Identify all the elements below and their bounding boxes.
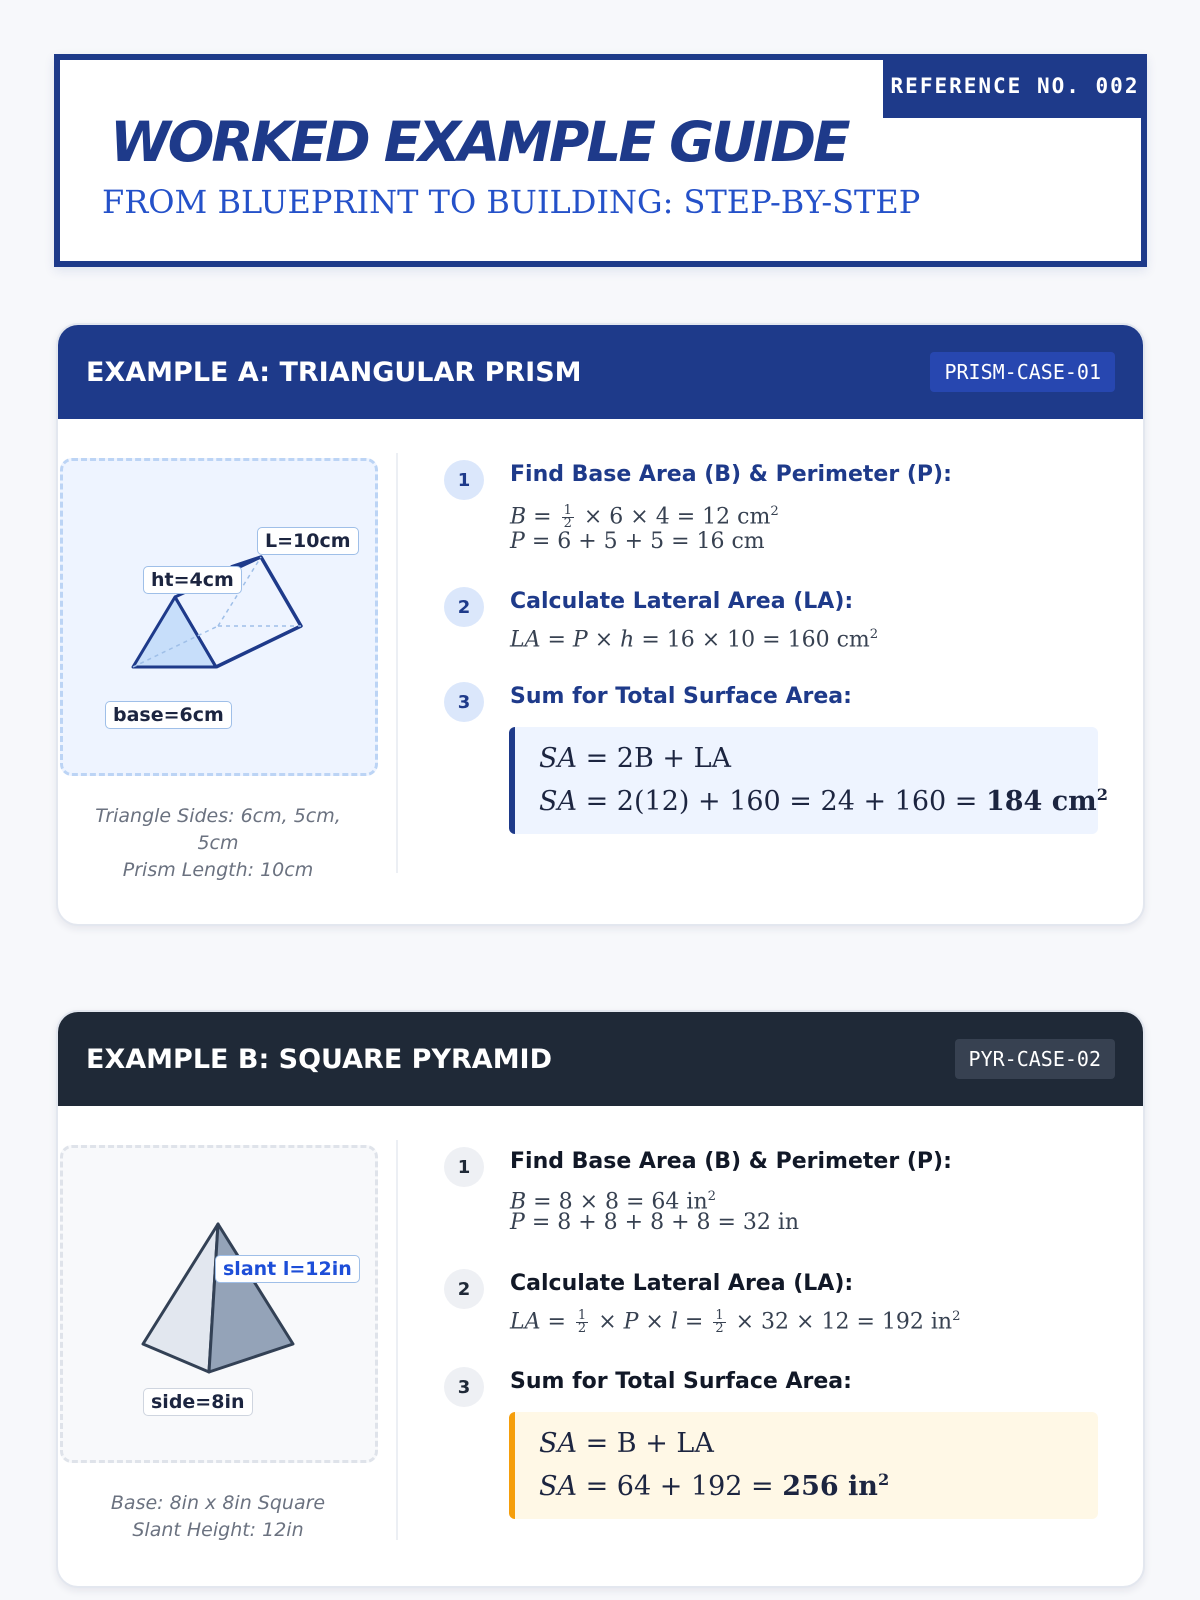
pyramid-step-3 (444, 1367, 1124, 1407)
prism-step-2 (444, 587, 1124, 657)
step-number: 3 (444, 682, 484, 722)
sa-calculation: SA = 2(12) + 160 = 24 + 160 = 184 $cm^2$ (539, 785, 1109, 817)
example-a-card (56, 323, 1145, 926)
base-area-equation: B = $\frac{1}{2}$ × 6 × 4 = 12 $cm^2$ (510, 502, 779, 531)
pyramid-caption (78, 1490, 358, 1544)
prism-length-label: L=10cm (257, 527, 359, 555)
prism-caption (78, 803, 358, 884)
prism-base-label: base=6cm (105, 701, 232, 729)
pyramid-figure (60, 1145, 378, 1463)
prism-caption-line: Triangle Sides: 6cm, 5cm, (95, 805, 341, 827)
prism-caption-line: Prism Length: 10cm (122, 859, 314, 881)
step-title: Find Base Area (B) & Perimeter (P): (510, 1149, 952, 1174)
prism-step-3 (444, 682, 1124, 722)
prism-step-1 (444, 460, 1124, 560)
step-number: 1 (444, 1147, 484, 1187)
step-number: 3 (444, 1367, 484, 1407)
reference-number-tag: REFERENCE NO. 002 (883, 54, 1147, 118)
pyramid-caption-line: Slant Height: 12in (132, 1519, 304, 1541)
example-a-case-id: PRISM-CASE-01 (930, 352, 1115, 392)
pyramid-slant-label: slant l=12in (215, 1255, 360, 1283)
example-b-case-id: PYR-CASE-02 (955, 1039, 1115, 1079)
step-number: 2 (444, 587, 484, 627)
page-subtitle: FROM BLUEPRINT TO BUILDING: STEP-BY-STEP (102, 183, 921, 221)
lateral-area-equation: LA = $\frac{1}{2}$ × P × l = $\frac{1}{2}$ × 32 × 12 = 192 $in^2$ (510, 1307, 961, 1336)
step-title: Find Base Area (B) & Perimeter (P): (510, 462, 952, 487)
step-title: Calculate Lateral Area (LA): (510, 1271, 854, 1296)
pyramid-result-box (509, 1412, 1098, 1519)
prism-height-label: ht=4cm (143, 566, 242, 594)
lateral-area-equation: LA = P × h = 16 × 10 = 160 $cm^2$ (510, 627, 879, 653)
step-title: Sum for Total Surface Area: (510, 684, 852, 709)
example-b-title: EXAMPLE B: SQUARE PYRAMID (86, 1043, 553, 1075)
triangular-prism-icon (63, 461, 381, 779)
pyramid-step-2 (444, 1269, 1124, 1339)
guide-header (54, 54, 1147, 267)
sa-calculation: SA = 64 + 192 = 256 $in^2$ (539, 1470, 890, 1502)
square-pyramid-icon (63, 1148, 381, 1466)
perimeter-equation: P = 6 + 5 + 5 = 16 cm (510, 529, 765, 554)
pyramid-caption-line: Base: 8in x 8in Square (110, 1492, 326, 1514)
prism-caption-line: 5cm (197, 832, 239, 854)
step-number: 2 (444, 1269, 484, 1309)
step-title: Calculate Lateral Area (LA): (510, 589, 854, 614)
step-number: 1 (444, 460, 484, 500)
column-divider (396, 453, 398, 873)
base-area-equation: B = 8 × 8 = 64 $in^2$ (510, 1189, 717, 1215)
perimeter-equation: P = 8 + 8 + 8 + 8 = 32 in (510, 1210, 800, 1235)
pyramid-side-label: side=8in (143, 1388, 253, 1416)
sa-formula: SA = B + LA (539, 1428, 714, 1459)
page-title: WORKED EXAMPLE GUIDE (110, 110, 848, 174)
example-b-header (58, 1012, 1143, 1106)
example-b-card (56, 1010, 1145, 1588)
column-divider (396, 1140, 398, 1540)
pyramid-step-1 (444, 1147, 1124, 1247)
prism-figure (60, 458, 378, 776)
example-a-title: EXAMPLE A: TRIANGULAR PRISM (86, 356, 582, 388)
step-title: Sum for Total Surface Area: (510, 1369, 852, 1394)
example-a-header (58, 325, 1143, 419)
sa-formula: SA = 2B + LA (539, 743, 732, 774)
prism-result-box (509, 727, 1109, 834)
